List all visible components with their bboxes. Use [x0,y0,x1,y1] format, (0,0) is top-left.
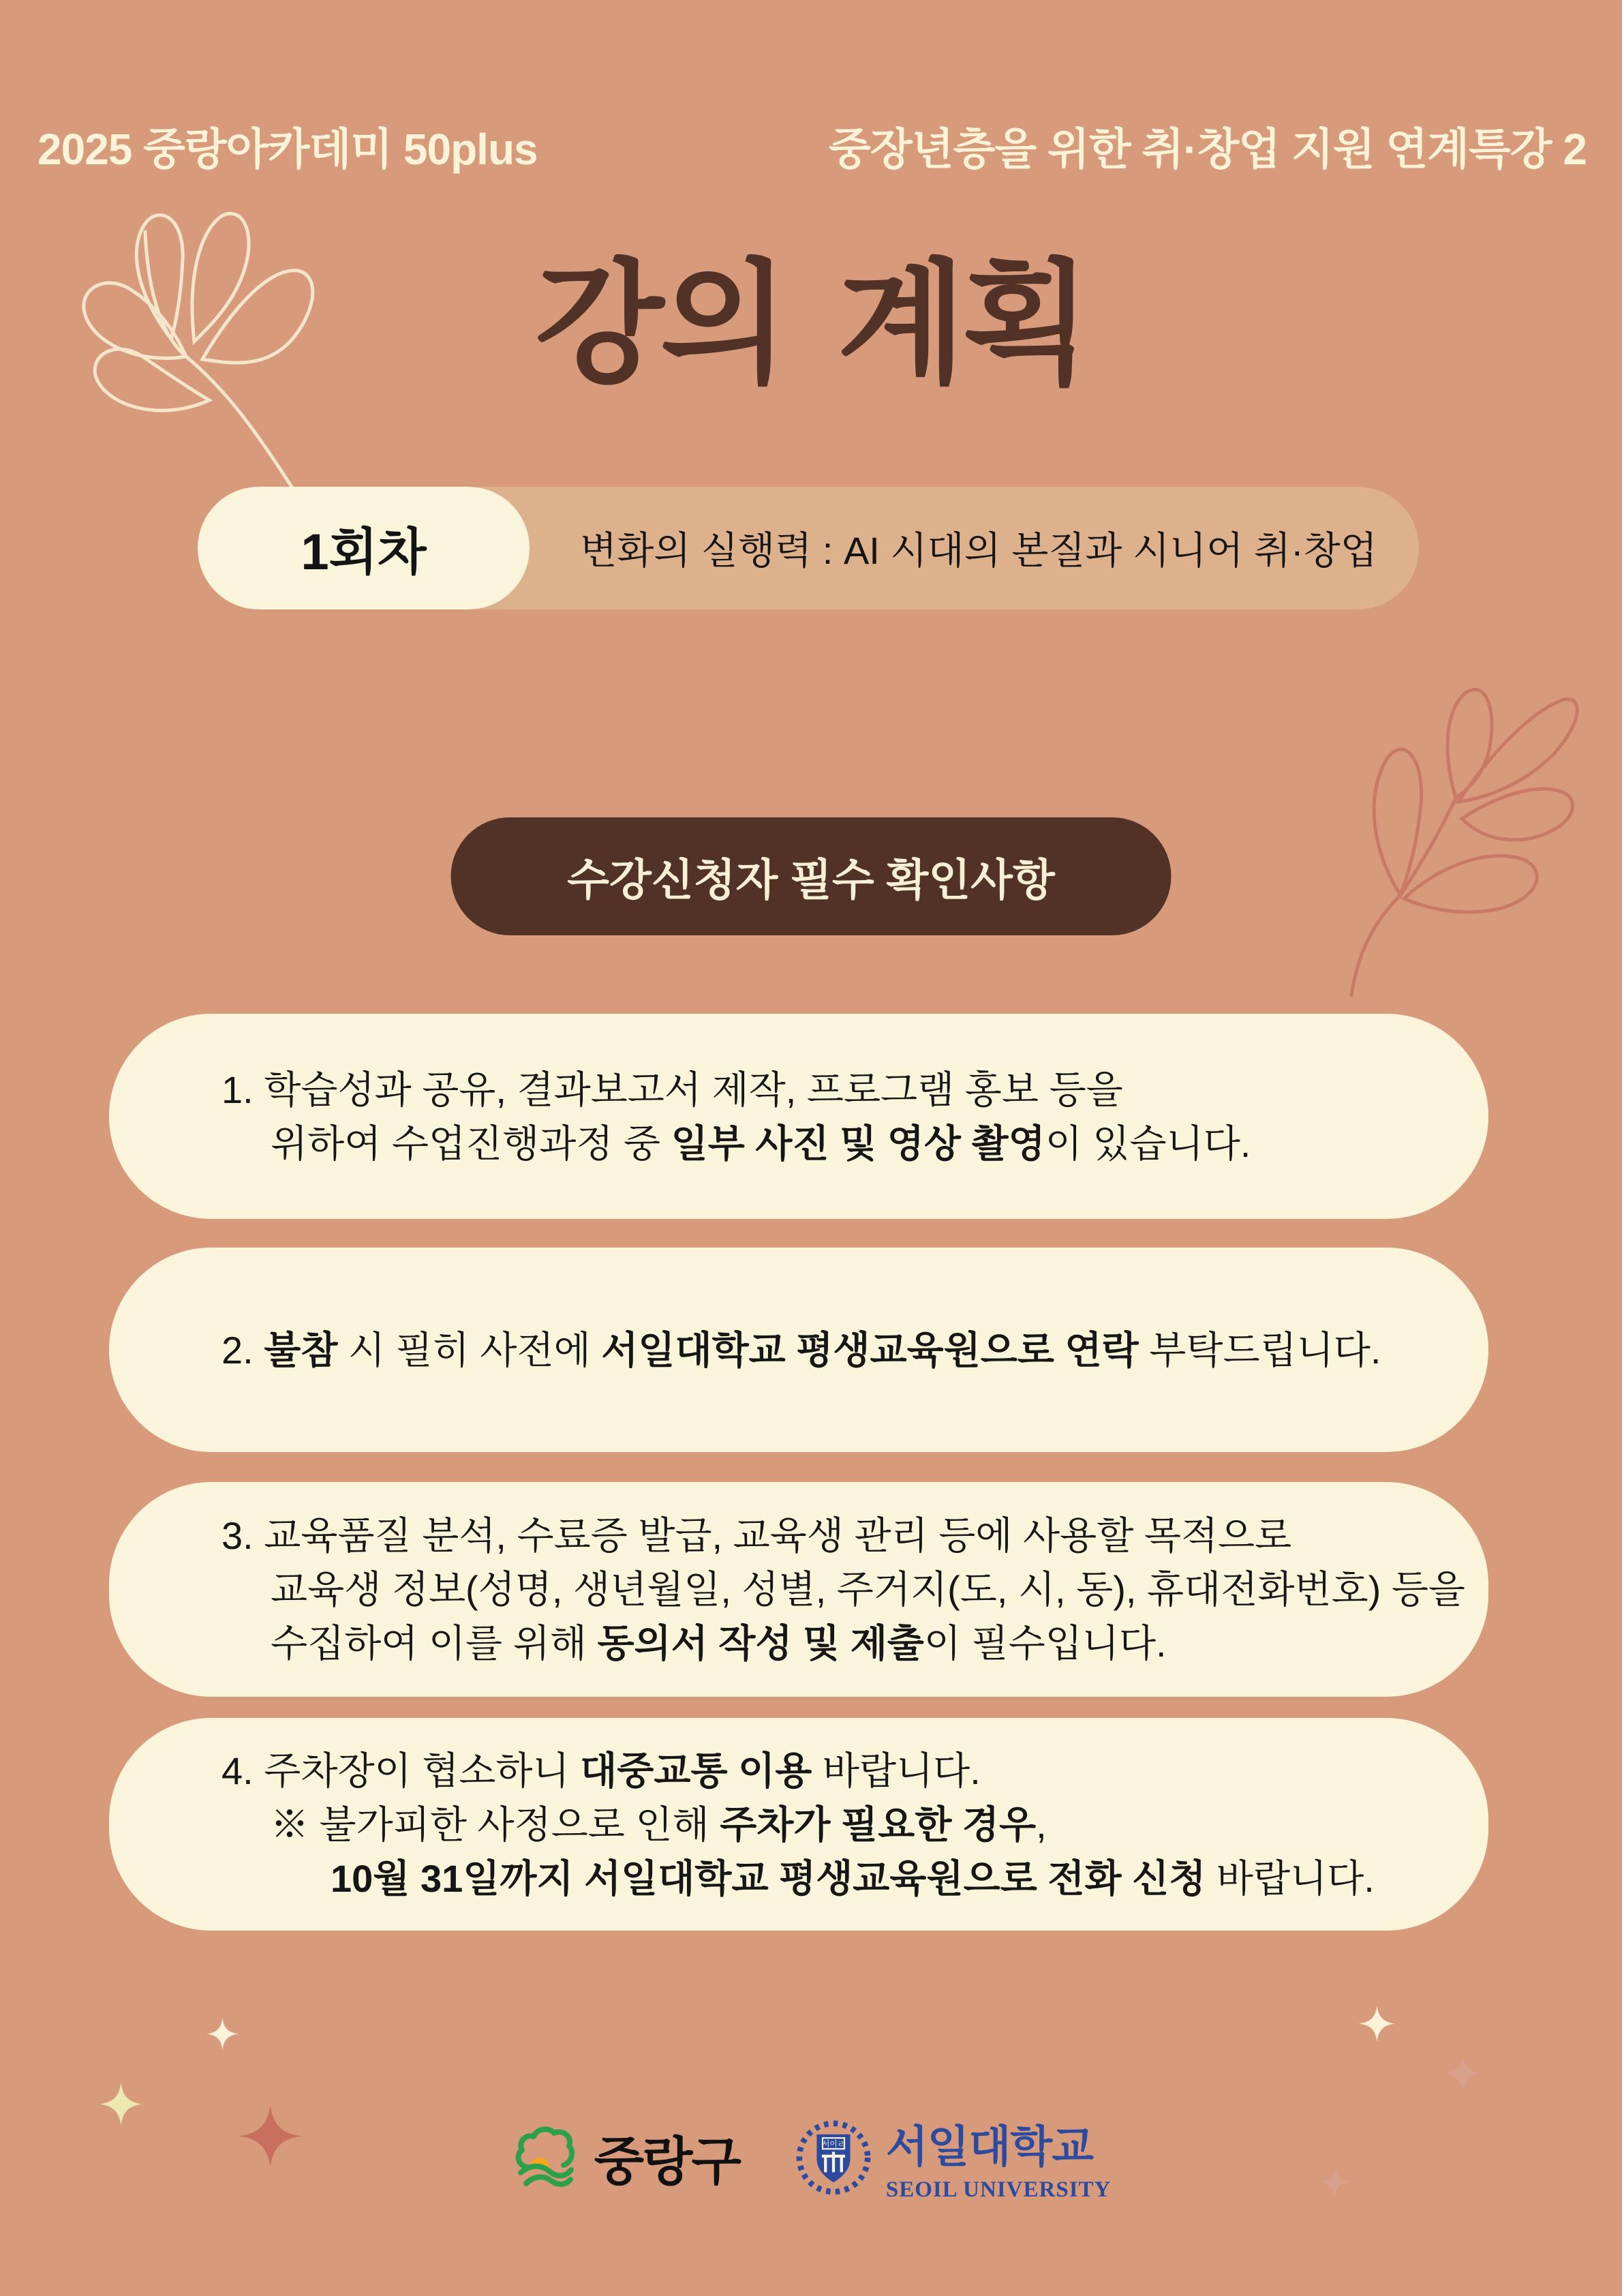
notice-line: 10월 31일까지 서일대학교 평생교육원으로 전화 신청 바랍니다. [331,1856,1375,1900]
notice-line: 4. 주차장이 협소하니 대중교통 이용 바랍니다. [221,1749,981,1792]
program-subtitle: 중장년층을 위한 취·창업 지원 연계특강 2 [829,125,1587,174]
jungnang-gu-name: 중랑구 [594,2133,740,2191]
notice-line: 1. 학습성과 공유, 결과보고서 제작, 프로그램 홍보 등을 [221,1068,1123,1111]
seoil-university-logo [793,2112,1112,2203]
seoil-university-emblem-icon [793,2114,874,2201]
notice-line: 2. 불참 시 필히 사전에 서일대학교 평생교육원으로 연락 부탁드립니다. [221,1328,1381,1372]
notice-card-2 [109,1248,1488,1452]
jungnang-gu-logo-icon [511,2124,579,2192]
sparkle-icon [206,2018,239,2050]
notice-line: 위하여 수업진행과정 중 일부 사진 및 영상 촬영이 있습니다. [271,1121,1251,1165]
notice-line: 3. 교육품질 분석, 수료증 발급, 교육생 관리 등에 사용할 목적으로 [221,1514,1292,1557]
notice-card-4 [109,1718,1488,1931]
seoil-seal-text: 서이ㄹ [821,2139,845,2149]
branch-leaves-right-icon [1328,671,1581,997]
sparkle-icon [1444,2055,1482,2092]
notice-line: 수집하여 이를 위해 동의서 작성 및 제출이 필수입니다. [271,1622,1167,1665]
program-name: 2025 중랑아카데미 50plus [37,125,538,174]
notice-card-1 [109,1014,1488,1219]
notice-card-3 [109,1482,1488,1697]
checklist-heading-pill: 수강신청자 필수 확인사항 [451,817,1172,935]
notice-line: ※ 불가피한 사정으로 인해 주차가 필요한 경우, [271,1802,1047,1846]
sparkle-icon [1359,2006,1395,2042]
session-topic: 변화의 실행력 : AI 시대의 본질과 시니어 취·창업 [580,529,1377,572]
seoil-university-name-kr: 서일대학교 [885,2122,1093,2171]
session-badge: 1회차 [198,487,530,609]
notice-line: 교육생 정보(성명, 생년월일, 성별, 주거지(도, 시, 동), 휴대전화번호) 등을 [271,1568,1466,1611]
seoil-university-name-en: SEOIL UNIVERSITY [885,2177,1112,2202]
page-title: 강의 계획 [535,250,1087,399]
footer-logos [0,2112,1622,2203]
jungnang-gu-logo [511,2120,740,2194]
